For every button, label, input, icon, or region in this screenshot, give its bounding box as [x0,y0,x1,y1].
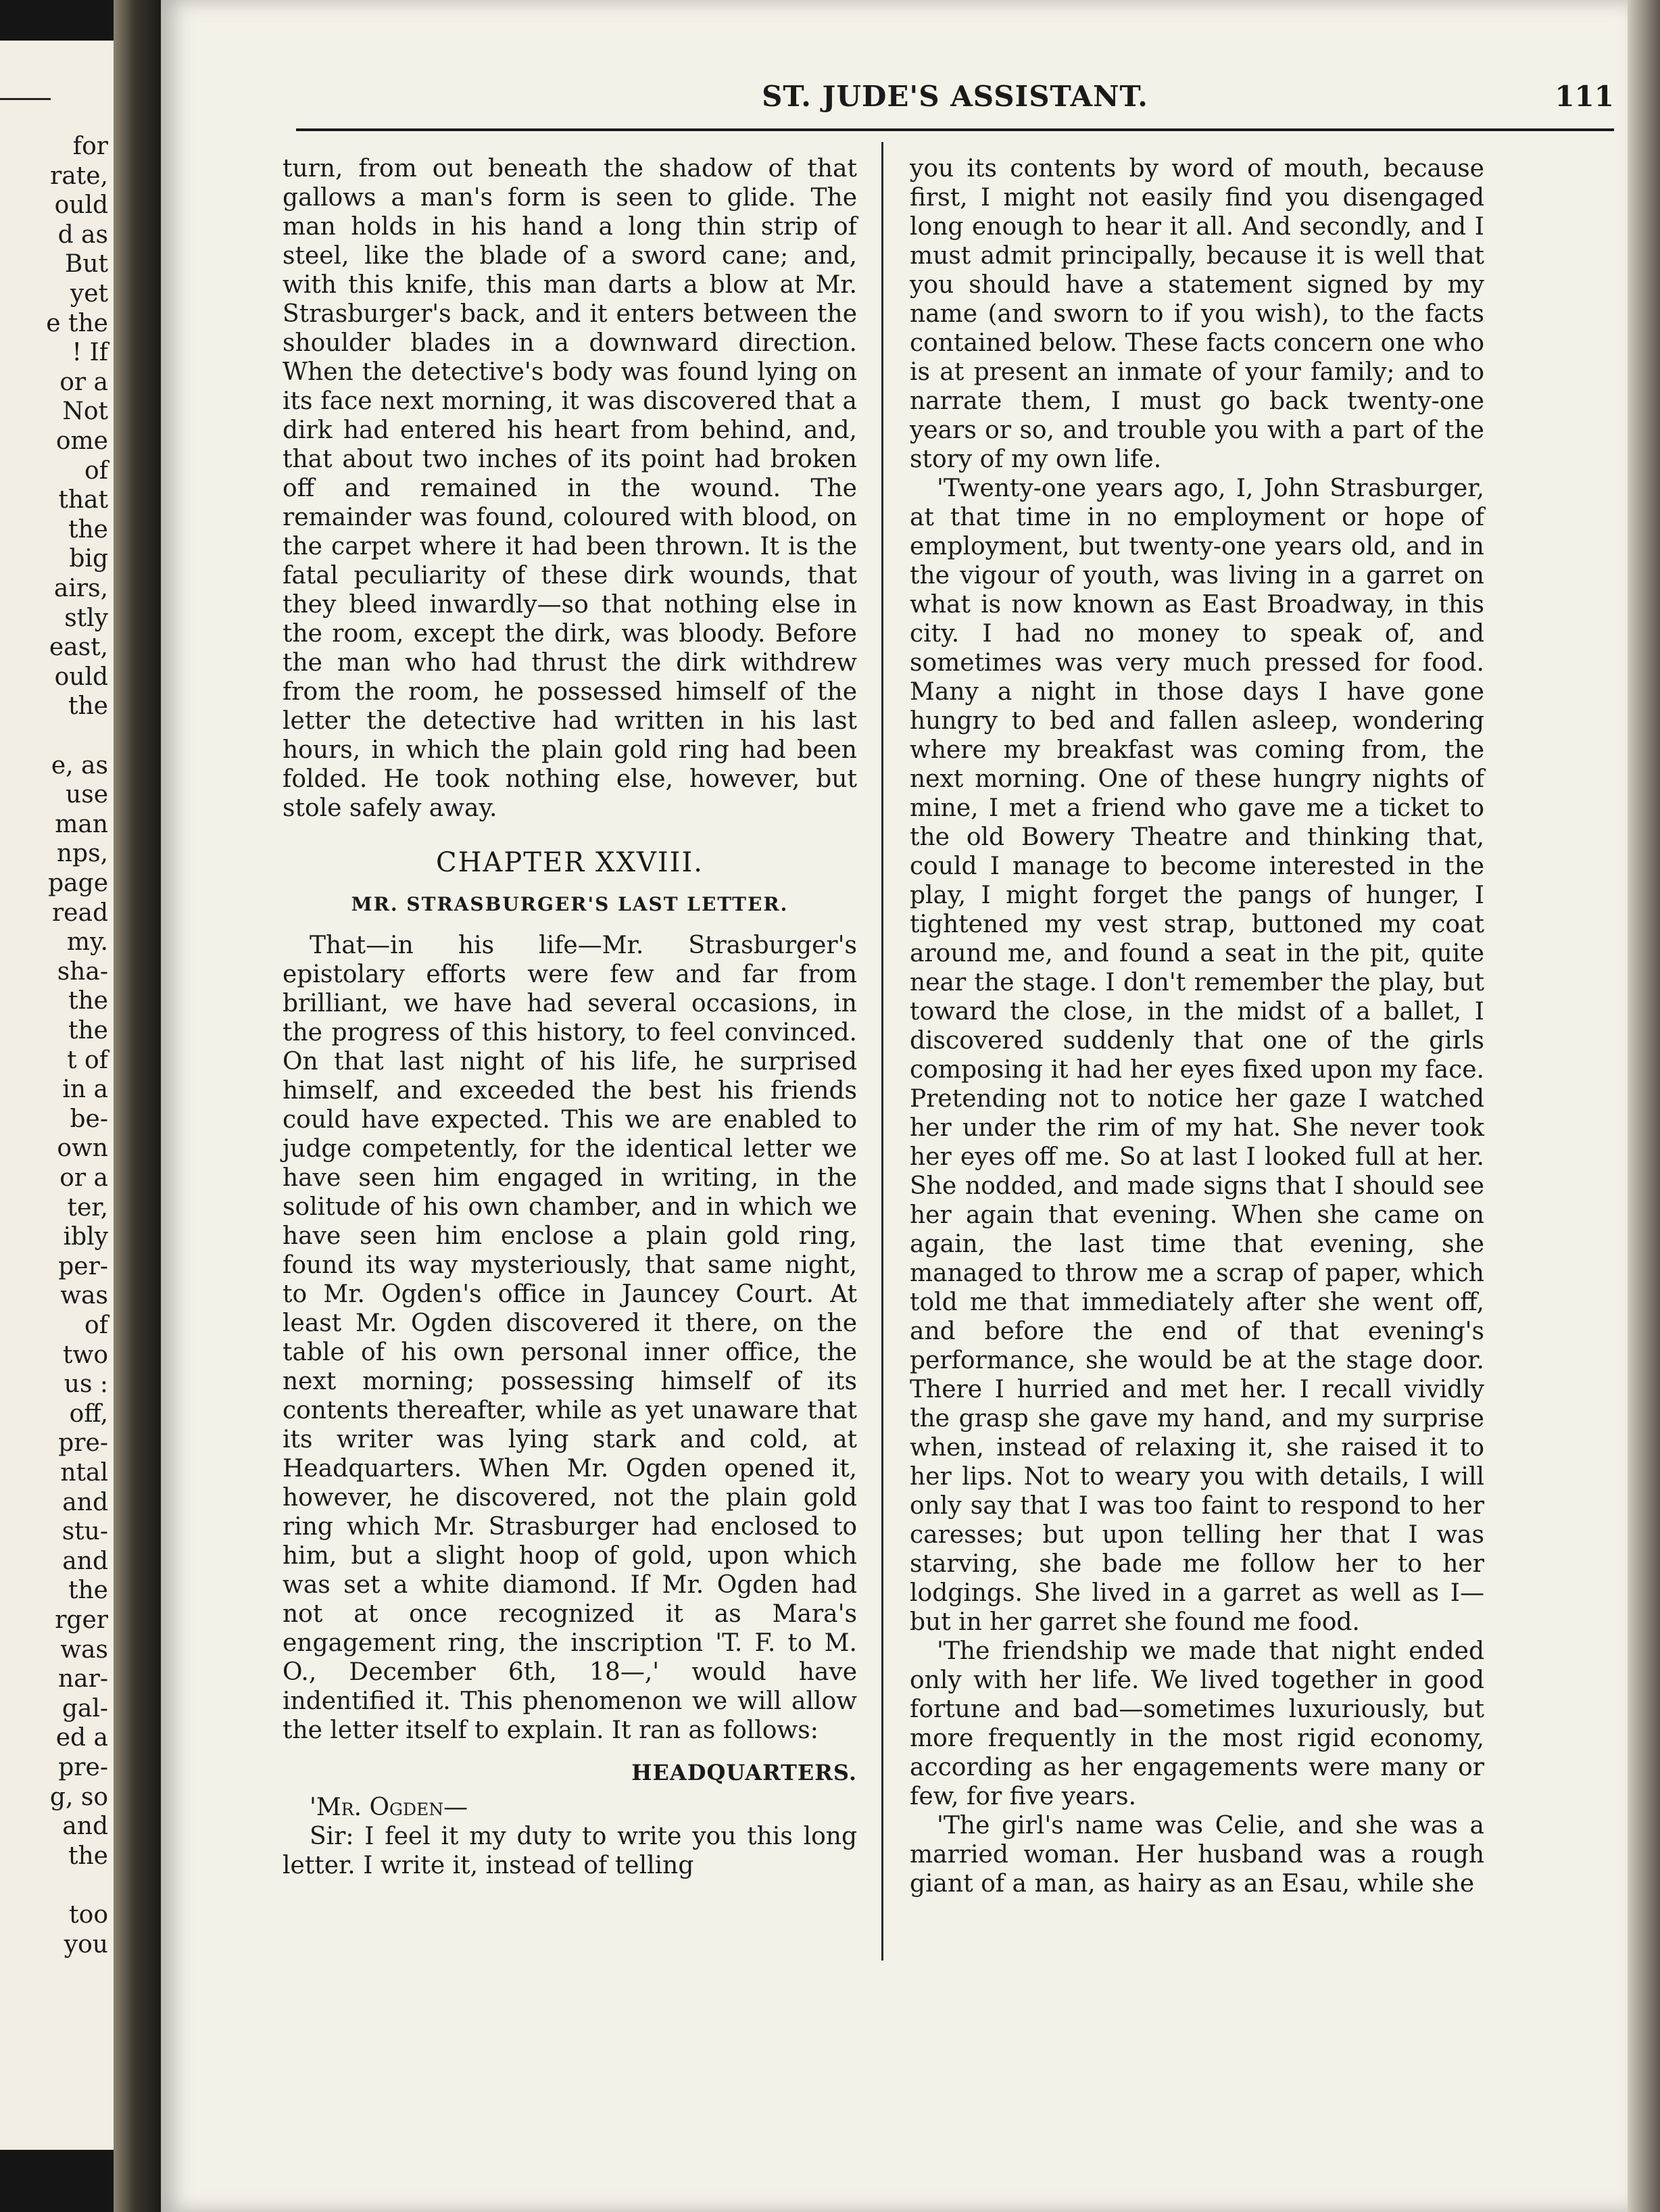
left-page-fragment: or a [59,368,108,396]
left-page-fragment: But [64,250,108,279]
left-page-fragment: rger [55,1606,108,1634]
left-page-fragment: my. [66,928,108,957]
chapter-paragraph: That—in his life—Mr. Strasburger's epistolary efforts were few and far from brilliant, we have had several occasions, in the progress of this history, to feel convinced. On that last night of his life, he surprised himself, and exceeded the best his friends could have expected. This we are enabled to judge competently, for the identical letter we have seen him engaged in writing, in the solitude of his own chamber, and in which we have seen him enclose a plain gold ring, found its way mysteriously, that same night, to Mr. Ogden's office in Jauncey Court. At least Mr. Ogden discovered it there, on the table of his own personal inner office, the next morning; possessing himself of its contents thereafter, while as yet unaware that its writer was lying stark and cold, at Headquarters. When Mr. Ogden opened it, however, he discovered, not the plain gold ring which Mr. Strasburger had enclosed to him, but a slight hoop of gold, upon which was set a white diamond. If Mr. Ogden had not at once recognized it as Mara's engagement ring, the inscription 'T. F. to M. O., December 6th, 18—,' would have indentified it. This phenomenon we will allow the letter itself to explain. It ran as follows: [283,932,857,1744]
left-page-fragment: gal- [62,1694,108,1723]
left-page-fragment: the [68,987,108,1015]
left-page-fragment: man [55,810,108,838]
left-page-edge [0,41,114,2150]
left-page-fragment: big [69,545,108,573]
left-page-fragment: e, as [51,751,108,779]
left-page-fragment: t of [67,1046,108,1074]
left-page-fragment: of [84,456,108,485]
left-page-fragment: ould [54,663,108,691]
left-page-fragment: stu- [62,1518,108,1546]
page-number: 111 [1555,80,1614,113]
left-page-fragment: two [63,1341,108,1369]
left-page-fragment: rate, [50,162,108,190]
left-page-fragment: the [68,515,108,544]
running-head [296,80,1614,120]
letter-paragraph-1: you its contents by word of mouth, because first, I might not easily find you disengaged long enough to hear it all. And secondly, and I must admit principally, because it is well that you should have a statement signed by my name (and sworn to if you wish), to the facts contained below. These facts concern one who is at present an inmate of your family; and to narrate them, I must go back twenty-one years or so, and trouble you with a part of the story of my own life. [910,155,1484,473]
left-page-fragment: nar- [57,1665,108,1693]
left-page-fragment: too [69,1901,108,1929]
left-page-fragment: use [66,781,108,809]
left-page-head-rule [0,98,51,100]
left-page-fragment: airs, [53,575,108,602]
left-page-fragment: the [68,1577,108,1605]
left-page-fragment: the [68,1017,108,1044]
left-page-fragment: off, [69,1399,108,1428]
left-page-fragment: the [68,1842,108,1870]
left-page-fragment: ntal [60,1459,108,1487]
left-page-fragment: and [62,1812,108,1841]
left-page-fragment: and [62,1547,108,1575]
left-page-fragment: g, so [49,1783,108,1811]
column-rule [881,142,883,1961]
left-page-fragment: page [48,869,108,897]
left-page-fragment: east, [49,633,108,662]
left-page-fragment: pre- [58,1429,108,1458]
left-page-fragment: e the [46,309,108,337]
left-page-fragment: ed a [55,1724,108,1752]
left-page-fragment: yet [70,280,108,308]
left-page-fragment: own [57,1134,108,1163]
left-page-fragment: ome [55,427,108,455]
letter-salutation: 'Mr. Ogden— [310,1794,468,1821]
head-rule [296,128,1614,131]
right-page-edge [1628,0,1660,2212]
letter-heading: HEADQUARTERS. [631,1760,857,1785]
right-column [910,154,1484,1898]
left-page-fragment: that [58,486,108,514]
letter-paragraph-4: 'The girl's name was Celie, and she was a married woman. Her husband was a rough giant of a man, as hairy as an Esau, while she [910,1812,1484,1898]
left-page-fragment: or a [59,1164,108,1192]
left-page-fragment: read [51,898,108,927]
left-page-fragment: the [68,692,108,721]
running-title: ST. JUDE'S ASSISTANT. [762,80,1148,113]
left-page-fragment: ibly [63,1223,108,1251]
left-page-fragment: was [60,1282,108,1310]
book-gutter [114,0,161,2212]
left-column [283,154,857,1880]
left-page-fragment: Not [62,398,108,426]
left-page-fragment: of [84,1312,108,1339]
left-page-fragment: d as [57,220,108,249]
left-page-fragment: in a [62,1076,108,1104]
left-page-fragment: for [72,133,108,160]
left-page-fragment: nps, [56,840,108,868]
chapter-title: CHAPTER XXVIII. [436,847,704,878]
left-page-fragment: sha- [57,957,108,986]
left-page-fragment: stly [64,604,108,632]
left-page-fragment: us : [64,1370,108,1399]
left-page-fragment: be- [70,1105,108,1133]
left-page-fragment: ould [54,191,108,220]
left-page-fragment: ter, [67,1193,108,1222]
left-page-fragment: was [60,1635,108,1664]
left-page-fragment: you [64,1930,108,1958]
letter-paragraph-2: 'Twenty-one years ago, I, John Strasburger, at that time in no employment or hope of employment, but twenty-one years old, and in the vigour of youth, was living in a garret on what is now known as East Broadway, in this city. I had no money to speak of, and sometimes was very much pressed for food. Many a night in those days I have gone hungry to bed and fallen asleep, wondering where my breakfast was coming from, the next morning. One of these hungry nights of mine, I met a friend who gave me a ticket to the old Bowery Theatre and thinking that, could I manage to become interested in the play, I might forget the pangs of hunger, I tightened my vest strap, buttoned my coat around me, and found a seat in the pit, quite near the stage. I don't remember the play, but toward the close, in the midst of a ballet, I discovered suddenly that one of the girls composing it had her eyes fixed upon my face. Pretending not to notice her gaze I watched her under the rim of my hat. She never took her eyes off me. So at last I looked full at her. She nodded, and made signs that I should see her again that evening. When she came on again, the last time that evening, she managed to throw me a scrap of paper, which told me that immediately after she went off, and before the end of that evening's performance, she would be at the stage door. There I hurried and met her. I recall vividly the grasp she gave my hand, and my surprise when, instead of relaxing it, she raised it to her lips. Not to weary you with details, I will only say that I was too faint to respond to her caresses; but upon telling her that I was starving, she bade me follow her to her lodgings. She lived in a garret as well as I—but in her garret she found me food. [910,475,1484,1636]
letter-start: Sir: I feel it my duty to write you this long letter. I write it, instead of telling [283,1823,857,1879]
opening-paragraph: turn, from out beneath the shadow of that gallows a man's form is seen to glide. The man holds in his hand a long thin strip of steel, like the blade of a sword cane; and, with this knife, this man darts a blow at Mr. Strasburger's back, and it enters between the shoulder blades in a downward direction. When the detective's body was found lying on its face next morning, it was discovered that a dirk had entered his heart from behind, and, that about two inches of its point had broken off and remained in the wound. The remainder was found, coloured with blood, on the carpet where it had been thrown. It is the fatal peculiarity of these dirk wounds, that they bleed inwardly—so that nothing else in the room, except the dirk, was bloody. Before the man who had thrust the dirk withdrew from the room, he possessed himself of the letter the detective had written in his last hours, in which the plain gold ring had been folded. He took nothing else, however, but stole safely away. [283,155,857,822]
right-page [161,0,1628,2212]
left-page-fragment: and [62,1488,108,1516]
letter-paragraph-3: 'The friendship we made that night ended only with her life. We lived together in good fortune and bad—sometimes luxuriously, but more frequently in the most rigid economy, according as her engagements were many or few, for five years. [910,1637,1484,1810]
left-page-fragment: ! If [72,339,108,367]
left-page-fragment: per- [58,1252,108,1280]
chapter-subtitle: MR. STRASBURGER'S LAST LETTER. [351,893,789,915]
left-page-fragment: pre- [58,1754,108,1781]
